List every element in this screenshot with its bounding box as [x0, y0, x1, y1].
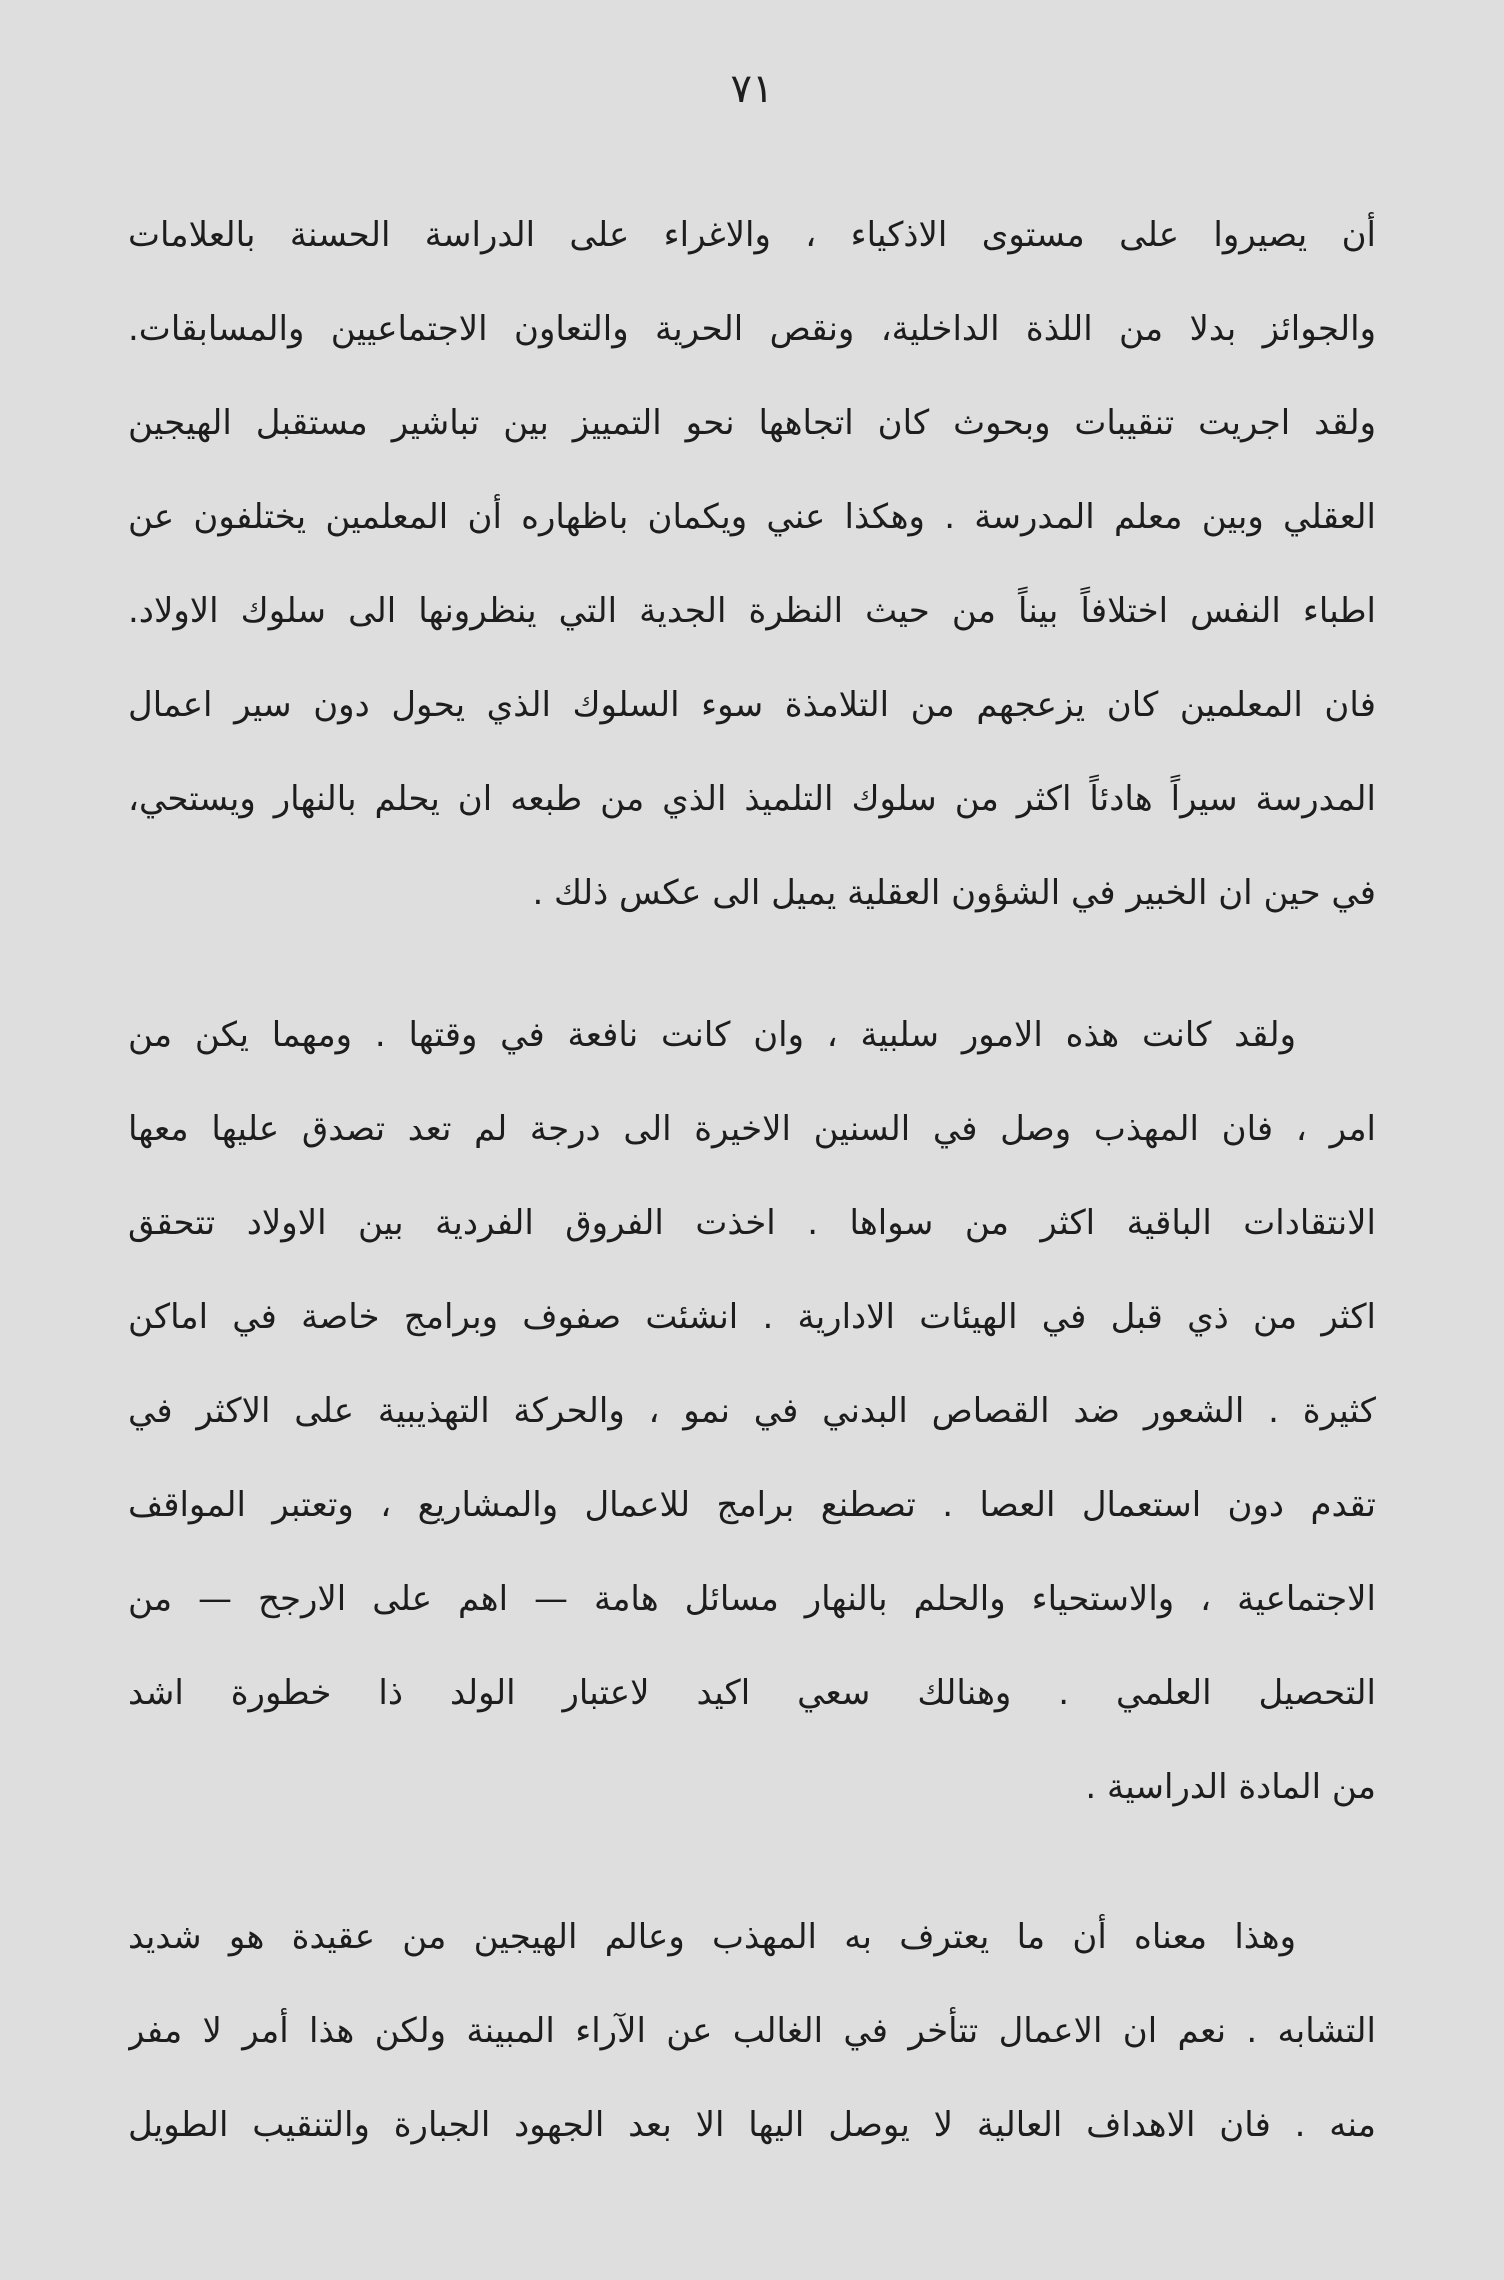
text-line: في حين ان الخبير في الشؤون العقلية يميل الى عكس ذلك .	[532, 873, 1376, 913]
text-line: أن يصيروا على مستوى الاذكياء ، والاغراء على الدراسة الحسنة بالعلامات	[128, 215, 1376, 255]
text-line: من المادة الدراسية .	[1085, 1767, 1376, 1807]
text-line: تقدم دون استعمال العصا . تصطنع برامج للاعمال والمشاريع ، وتعتبر المواقف	[128, 1485, 1376, 1525]
text-line: التشابه . نعم ان الاعمال تتأخر في الغالب عن الآراء المبينة ولكن هذا أمر لا مفر	[128, 2011, 1376, 2051]
text-line: اطباء النفس اختلافاً بيناً من حيث النظرة الجدية التي ينظرونها الى سلوك الاولاد.	[128, 591, 1376, 631]
text-line: اكثر من ذي قبل في الهيئات الادارية . انشئت صفوف وبرامج خاصة في اماكن	[128, 1297, 1376, 1337]
text-line: الانتقادات الباقية اكثر من سواها . اخذت الفروق الفردية بين الاولاد تتحقق	[128, 1203, 1376, 1243]
text-line: منه . فان الاهداف العالية لا يوصل اليها الا بعد الجهود الجبارة والتنقيب الطويل	[128, 2105, 1376, 2145]
paragraph-2	[128, 988, 1376, 1834]
text-line: والجوائز بدلا من اللذة الداخلية، ونقص الحرية والتعاون الاجتماعيين والمسابقات.	[128, 309, 1376, 349]
text-line: امر ، فان المهذب وصل في السنين الاخيرة الى درجة لم تعد تصدق عليها معها	[128, 1109, 1376, 1149]
text-line: التحصيل العلمي . وهنالك سعي اكيد لاعتبار الولد ذا خطورة اشد	[128, 1673, 1376, 1713]
text-line: كثيرة . الشعور ضد القصاص البدني في نمو ، والحركة التهذيبية على الاكثر في	[128, 1391, 1376, 1431]
text-line: ولقد اجريت تنقيبات وبحوث كان اتجاهها نحو التمييز بين تباشير مستقبل الهيجين	[128, 403, 1376, 443]
paragraph-3	[128, 1890, 1376, 2172]
text-line: وهذا معناه أن ما يعترف به المهذب وعالم الهيجين من عقيدة هو شديد	[128, 1917, 1296, 1957]
text-line: فان المعلمين كان يزعجهم من التلامذة سوء السلوك الذي يحول دون سير اعمال	[128, 685, 1376, 725]
text-line: ولقد كانت هذه الامور سلبية ، وان كانت نافعة في وقتها . ومهما يكن من	[128, 1015, 1296, 1055]
page-number: ٧١	[730, 66, 774, 112]
text-line: العقلي وبين معلم المدرسة . وهكذا عني ويكمان باظهاره أن المعلمين يختلفون عن	[128, 497, 1376, 537]
paragraph-1	[128, 188, 1376, 940]
text-line: المدرسة سيراً هادئاً اكثر من سلوك التلميذ الذي من طبعه ان يحلم بالنهار ويستحي،	[128, 779, 1376, 819]
text-line: الاجتماعية ، والاستحياء والحلم بالنهار مسائل هامة — اهم على الارجح — من	[128, 1579, 1376, 1619]
